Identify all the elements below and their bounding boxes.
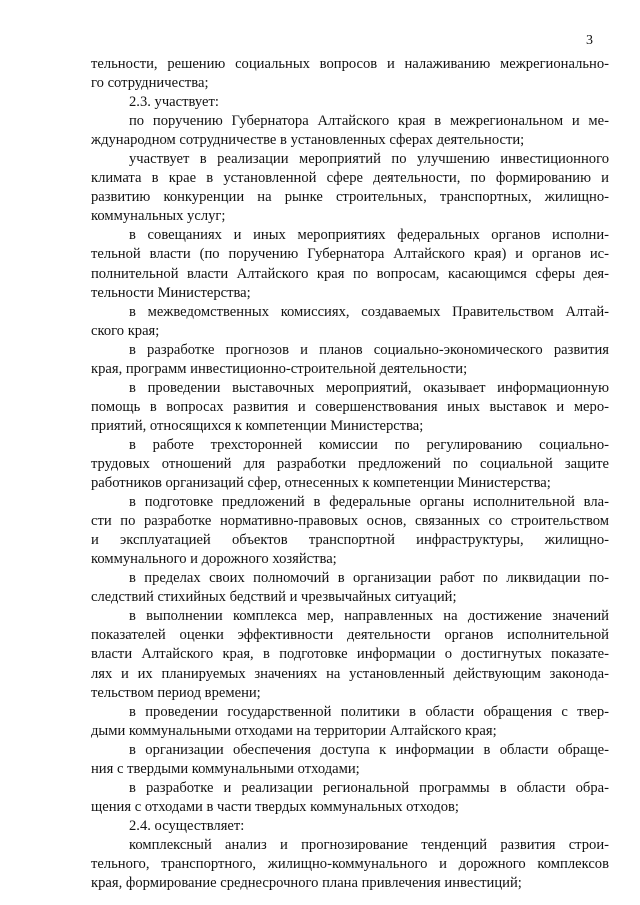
text-line: коммунального и дорожного хозяйства; bbox=[91, 551, 337, 568]
text-line: ждународном сотрудничестве в установленных сферах деятельности; bbox=[91, 132, 525, 149]
text-line: в работе трехсторонней комиссии по регулированию социально- bbox=[129, 436, 609, 453]
text-line: показателей оценки эффективности деятельности органов исполнительной bbox=[91, 627, 609, 644]
text-line: го сотрудничества; bbox=[91, 75, 209, 92]
document-body bbox=[91, 55, 609, 893]
text-line: тельством период времени; bbox=[91, 684, 261, 701]
text-line: ния с твердыми коммунальными отходами; bbox=[91, 760, 360, 777]
text-line: тельности Министерства; bbox=[91, 284, 251, 301]
text-line: в разработке и реализации региональной программы в области обра- bbox=[129, 779, 609, 796]
text-line: 2.4. осуществляет: bbox=[129, 817, 245, 834]
text-line: тельной власти (по поручению Губернатора Алтайского края) и органов ис- bbox=[91, 246, 609, 263]
text-line: в проведении государственной политики в области обращения с твер- bbox=[129, 703, 609, 720]
text-line: в совещаниях и иных мероприятиях федеральных органов исполни- bbox=[129, 227, 609, 244]
text-line: комплексный анализ и прогнозирование тенденций развития строи- bbox=[129, 836, 609, 853]
text-line: следствий стихийных бедствий и чрезвычайных ситуаций; bbox=[91, 589, 457, 606]
text-line: края, программ инвестиционно-строительной деятельности; bbox=[91, 360, 468, 377]
text-line: лях и их планируемых значениях на установленный действующим законода- bbox=[91, 665, 609, 682]
page-number: 3 bbox=[586, 33, 593, 48]
text-line: коммунальных услуг; bbox=[91, 208, 226, 225]
text-line: в выполнении комплекса мер, направленных на достижение значений bbox=[129, 608, 609, 625]
text-line: развитию конкуренции на рынке строительных, транспортных, жилищно- bbox=[91, 189, 609, 206]
text-line: ского края; bbox=[91, 322, 160, 339]
text-line: 2.3. участвует: bbox=[129, 94, 219, 111]
text-line: в организации обеспечения доступа к информации в области обраще- bbox=[129, 741, 609, 758]
text-line: в проведении выставочных мероприятий, оказывает информационную bbox=[129, 379, 609, 396]
text-line: сти по разработке нормативно-правовых основ, связанных со строительством bbox=[91, 513, 609, 530]
text-line: в разработке прогнозов и планов социально-экономического развития bbox=[129, 341, 609, 358]
text-line: участвует в реализации мероприятий по улучшению инвестиционного bbox=[129, 151, 609, 168]
text-line: трудовых отношений для разработки предложений по социальной защите bbox=[91, 455, 609, 472]
text-line: и эксплуатацией объектов транспортной инфраструктуры, жилищно- bbox=[91, 532, 609, 549]
text-line: тельного, транспортного, жилищно-коммунального и дорожного комплексов bbox=[91, 855, 609, 872]
text-line: власти Алтайского края, в подготовке информации о достигнутых показате- bbox=[91, 646, 609, 663]
text-line: работников организаций сфер, отнесенных к компетенции Министерства; bbox=[91, 475, 551, 492]
text-line: приятий, относящихся к компетенции Министерства; bbox=[91, 417, 424, 434]
text-line: щения с отходами в части твердых коммунальных отходов; bbox=[91, 798, 459, 815]
text-line: в пределах своих полномочий в организации работ по ликвидации по- bbox=[129, 570, 609, 587]
text-line: по поручению Губернатора Алтайского края в межрегиональном и ме- bbox=[129, 113, 609, 130]
text-line: в межведомственных комиссиях, создаваемых Правительством Алтай- bbox=[129, 303, 609, 320]
text-line: края, формирование среднесрочного плана привлечения инвестиций; bbox=[91, 875, 522, 892]
text-line: тельности, решению социальных вопросов и налаживанию межрегионально- bbox=[91, 56, 609, 72]
text-line: помощь в вопросах развития и совершенствования иных выставок и меро- bbox=[91, 398, 609, 415]
text-line: климата в крае в установленной сфере деятельности, по формированию и bbox=[91, 170, 609, 187]
text-line: полнительной власти Алтайского края по вопросам, касающимся сферы дея- bbox=[91, 265, 609, 282]
text-line: дыми коммунальными отходами на территории Алтайского края; bbox=[91, 722, 497, 739]
text-line: в подготовке предложений в федеральные органы исполнительной вла- bbox=[129, 494, 609, 511]
